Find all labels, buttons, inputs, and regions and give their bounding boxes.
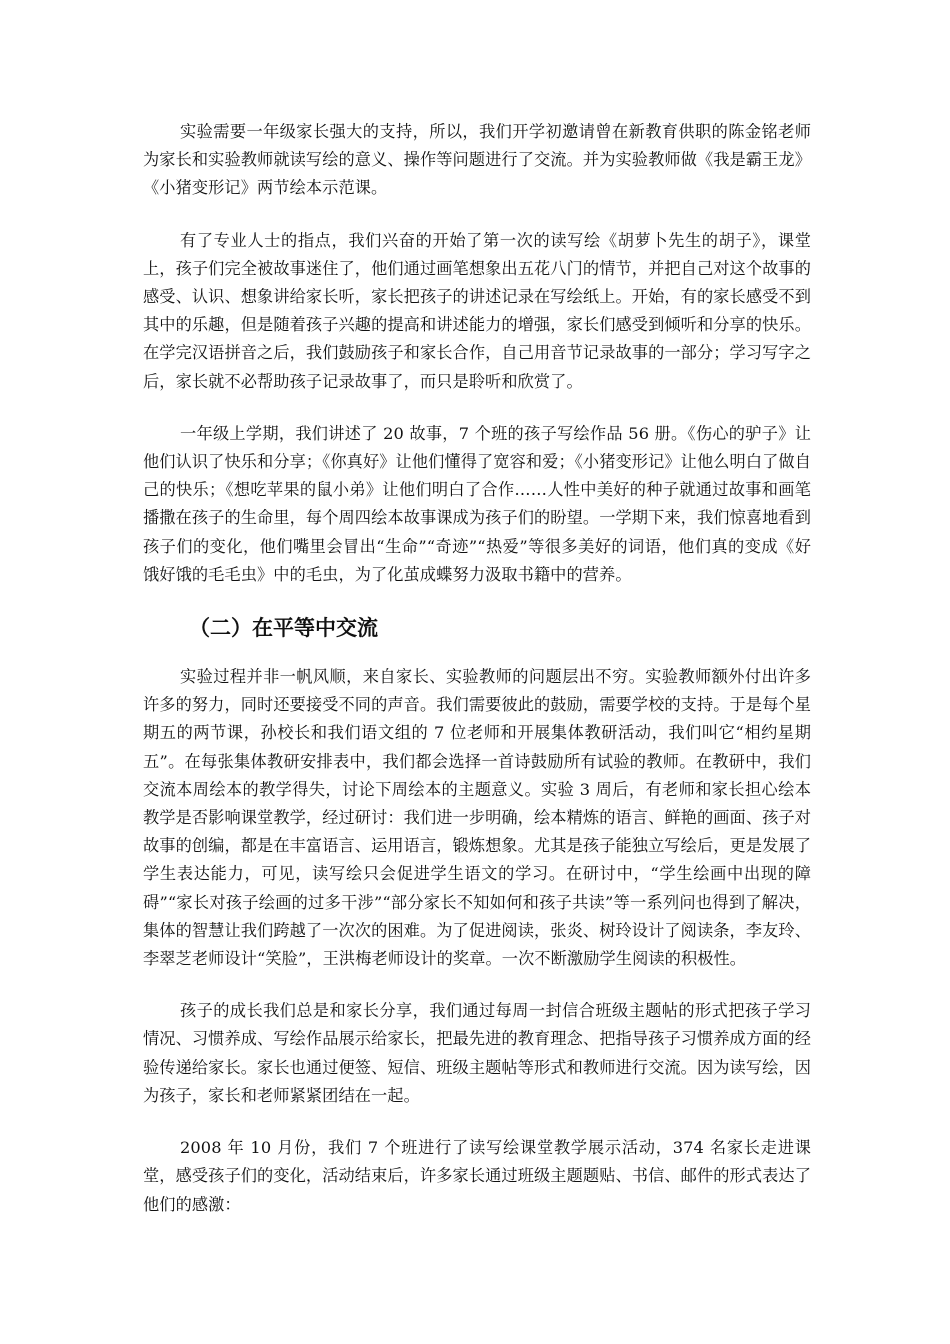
document-page (143, 118, 811, 1243)
paragraph: 实验过程并非一帆风顺，来自家长、实验教师的问题层出不穷。实验教师额外付出许多许多的努力，同时还要接受不同的声音。我们需要彼此的鼓励，需要学校的支持。于是每个星期五的两节课，孙校长和我们语文组的 7 位老师和开展集体教研活动，我们叫它“相约星期五”。在每张集体教研安排表中，我们都会选择一首诗鼓励所有试验的教师。在教研中，我们交流本周绘本的教学得失，讨论下周绘本的主题意义。实验 3 周后，有老师和家长担心绘本教学是否影响课堂教学，经过研讨：我们进一步明确，绘本精炼的语言、鲜艳的画面、孩子对故事的创编，都是在丰富语言、运用语言，锻炼想象。尤其是孩子能独立写绘后，更是发展了学生表达能力，可见，读写绘只会促进学生语文的学习。在研讨中，“学生绘画中出现的障碍”“家长对孩子绘画的过多干涉”“部分家长不知如何和孩子共读”等一系列问也得到了解决，集体的智慧让我们跨越了一次次的困难。为了促进阅读，张炎、树玲设计了阅读条，李友玲、李翠芝老师设计“笑脸”，王洪梅老师设计的奖章。一次不断激励学生阅读的积极性。 (143, 667, 811, 969)
paragraph: 孩子的成长我们总是和家长分享，我们通过每周一封信合班级主题帖的形式把孩子学习情况、习惯养成、写绘作品展示给家长，把最先进的教育理念、把指导孩子习惯养成方面的经验传递给家长。家长也通过便签、短信、班级主题帖等形式和教师进行交流。因为读写绘，因为孩子，家长和老师紧紧团结在一起。 (143, 1001, 811, 1105)
section-heading: （二）在平等中交流 (189, 616, 378, 641)
paragraph: 有了专业人士的指点，我们兴奋的开始了第一次的读写绘《胡萝卜先生的胡子》，课堂上，孩子们完全被故事迷住了，他们通过画笔想象出五花八门的情节，并把自己对这个故事的感受、认识、想象讲给家长听，家长把孩子的讲述记录在写绘纸上。开始，有的家长感受不到其中的乐趣，但是随着孩子兴趣的提高和讲述能力的增强，家长们感受到倾听和分享的快乐。在学完汉语拼音之后，我们鼓励孩子和家长合作，自己用音节记录故事的一部分；学习写字之后，家长就不必帮助孩子记录故事了，而只是聆听和欣赏了。 (143, 230, 811, 391)
paragraph: 一年级上学期，我们讲述了 20 故事，7 个班的孩子写绘作品 56 册。《伤心的驴子》让他们认识了快乐和分享；《你真好》让他们懂得了宽容和爱；《小猪变形记》让他么明白了做自己的快乐；《想吃苹果的鼠小弟》让他们明白了合作……人性中美好的种子就通过故事和画笔播撒在孩子的生命里，每个周四绘本故事课成为孩子们的盼望。一学期下来，我们惊喜地看到孩子们的变化，他们嘴里会冒出“生命”“奇迹”“热爱”等很多美好的词语，他们真的变成《好饿好饿的毛毛虫》中的毛虫，为了化茧成蝶努力汲取书籍中的营养。 (143, 423, 811, 584)
paragraph: 2008 年 10 月份，我们 7 个班进行了读写绘课堂教学展示活动，374 名家长走进课堂，感受孩子们的变化，活动结束后，许多家长通过班级主题题贴、书信、邮件的形式表达了他们的感激： (143, 1138, 811, 1214)
paragraph: 实验需要一年级家长强大的支持，所以，我们开学初邀请曾在新教育供职的陈金铭老师为家长和实验教师就读写绘的意义、操作等问题进行了交流。并为实验教师做《我是霸王龙》《小猪变形记》两节绘本示范课。 (143, 122, 811, 198)
